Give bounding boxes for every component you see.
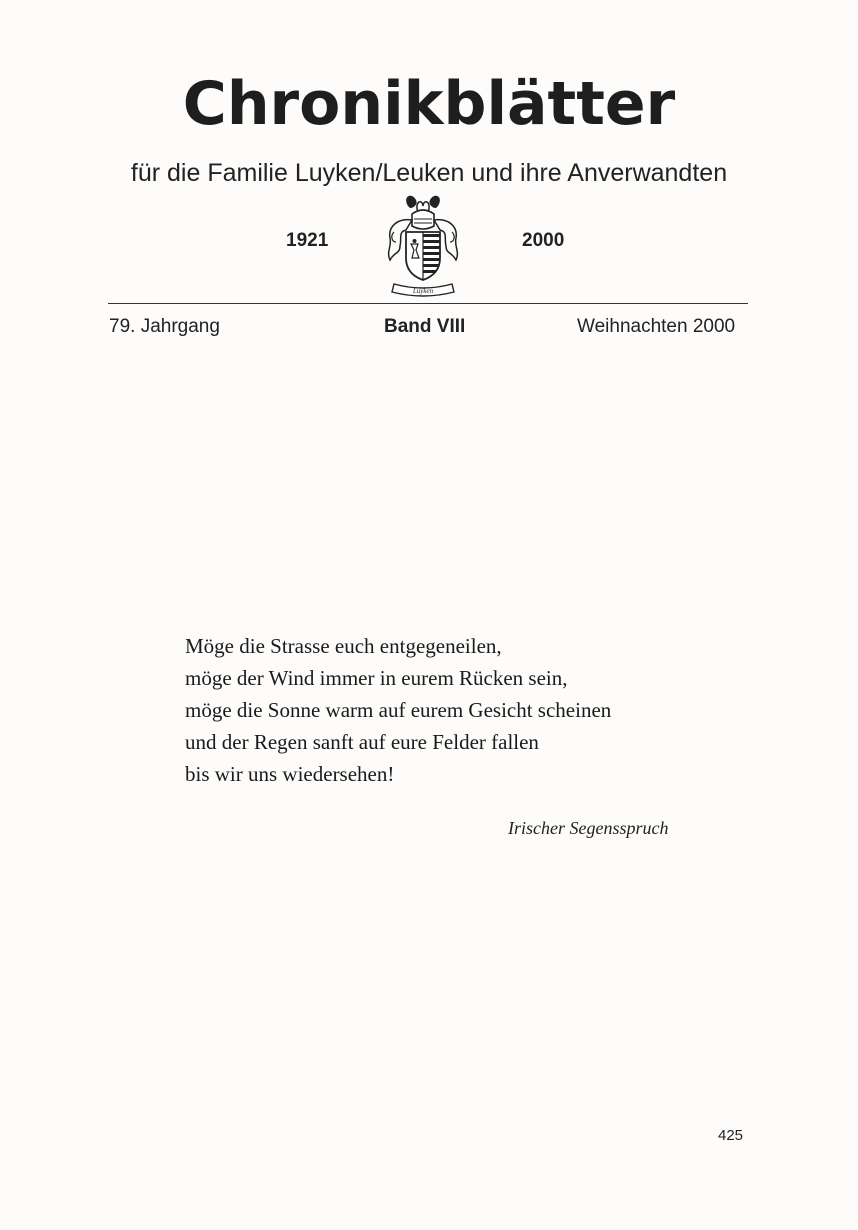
band-label: Band VIII [384, 316, 466, 337]
edition-label: Weihnachten 2000 [577, 316, 736, 337]
page-subtitle: für die Familie Luyken/Leuken und ihre Anverwandten [130, 159, 728, 187]
poem-block [185, 630, 611, 790]
poem-line: möge die Sonne warm auf eurem Gesicht scheinen [185, 698, 612, 722]
coat-of-arms-icon [378, 192, 468, 298]
poem-attribution: Irischer Segensspruch [508, 818, 669, 838]
volume-year: 79. Jahrgang [109, 316, 220, 337]
year-start: 1921 [286, 230, 329, 251]
header-divider [108, 303, 748, 304]
poem-line: möge der Wind immer in eurem Rücken sein, [185, 666, 568, 690]
poem-line: Möge die Strasse euch entgegeneilen, [185, 634, 502, 658]
page-title: Chronikblätter [182, 69, 676, 139]
year-end: 2000 [522, 230, 565, 251]
svg-text:Luyken: Luyken [412, 287, 434, 295]
poem-line: und der Regen sanft auf eure Felder fallen [185, 730, 539, 754]
poem-line: bis wir uns wiedersehen! [185, 762, 395, 786]
page-number: 425 [718, 1127, 744, 1144]
